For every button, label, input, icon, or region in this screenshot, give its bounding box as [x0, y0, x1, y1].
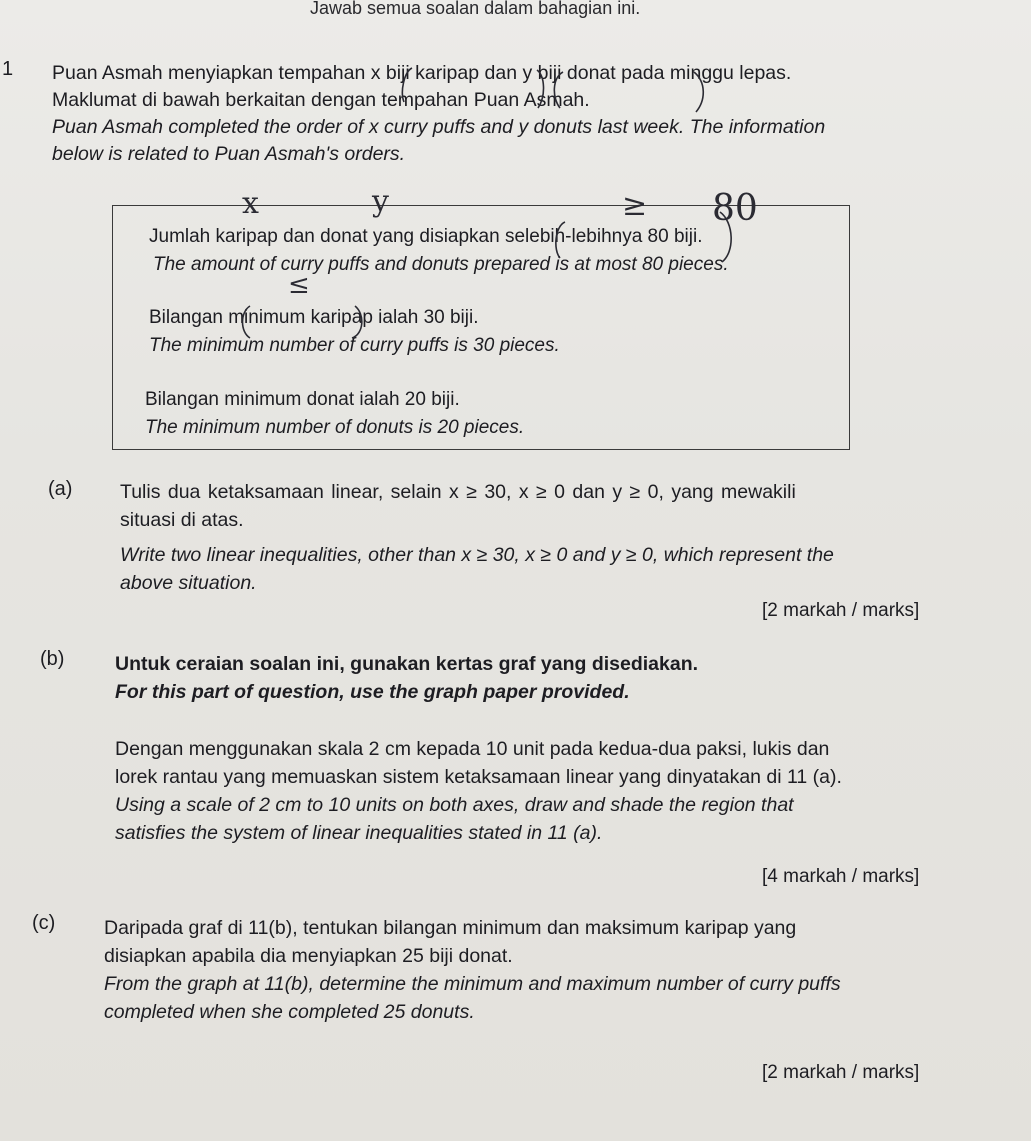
part-b-label: (b)	[40, 648, 65, 670]
part-b-instruction	[115, 650, 955, 706]
part-a-text	[120, 478, 960, 597]
circle-y	[554, 72, 703, 112]
part-a-label: (a)	[48, 478, 73, 500]
part-b-english-line-1: Using a scale of 2 cm to 10 units on both axes, draw and shade the region that	[115, 794, 794, 816]
part-b-english-line-2: satisfies the system of linear inequalities stated in 11 (a).	[115, 822, 603, 844]
info-line-1-english: The amount of curry puffs and donuts prepared is at most 80 pieces.	[153, 254, 729, 275]
intro-malay-line-2: Maklumat di bawah berkaitan dengan tempahan Puan Asmah.	[52, 89, 590, 111]
part-c-marks: [2 markah / marks]	[762, 1062, 920, 1083]
part-b-malay-line-1: Dengan menggunakan skala 2 cm kepada 10 unit pada kedua-dua paksi, lukis dan	[115, 738, 830, 760]
part-b-text	[115, 735, 965, 847]
info-line-2-english: The minimum number of curry puffs is 30 pieces.	[149, 335, 560, 356]
part-b-instruction-english: For this part of question, use the graph paper provided.	[115, 681, 630, 703]
part-c-label: (c)	[32, 912, 56, 934]
intro-english-line-1: Puan Asmah completed the order of x curry puffs and y donuts last week. The information	[52, 116, 826, 138]
handwritten-leq: ≤	[288, 270, 310, 300]
handwritten-80: 80	[712, 188, 758, 229]
intro-english-line-2: below is related to Puan Asmah's orders.	[52, 143, 406, 165]
part-a-malay-line-2: situasi di atas.	[120, 509, 244, 531]
info-line-2-malay: Bilangan minimum karipap ialah 30 biji.	[149, 307, 479, 328]
part-b-instruction-malay: Untuk ceraian soalan ini, gunakan kertas graf yang disediakan.	[115, 653, 699, 675]
part-c-english-line-2: completed when she completed 25 donuts.	[104, 1001, 475, 1023]
part-a-english-line-1: Write two linear inequalities, other than x ≥ 30, x ≥ 0 and y ≥ 0, which represent the	[120, 544, 834, 566]
info-line-1-malay: Jumlah karipap dan donat yang disiapkan selebih-lebihnya 80 biji.	[149, 226, 703, 247]
handwritten-x: x	[242, 186, 259, 221]
part-b-malay-line-2: lorek rantau yang memuaskan sistem ketaksamaan linear yang dinyatakan di 11 (a).	[115, 766, 842, 788]
info-line-3-english: The minimum number of donuts is 20 pieces.	[145, 417, 525, 438]
info-line-3-malay: Bilangan minimum donat ialah 20 biji.	[145, 389, 460, 410]
handwritten-geq: ≥	[622, 188, 648, 223]
question-number: 1	[2, 58, 14, 80]
part-a-english-line-2: above situation.	[120, 572, 257, 594]
part-c-english-line-1: From the graph at 11(b), determine the minimum and maximum number of curry puffs	[104, 973, 841, 995]
handwritten-y: y	[372, 184, 389, 219]
part-a-marks: [2 markah / marks]	[762, 600, 920, 621]
circle-minimum	[243, 306, 362, 338]
part-b-marks: [4 markah / marks]	[762, 866, 920, 887]
part-c-text	[104, 914, 974, 1026]
part-a-malay-line-1: Tulis dua ketaksamaan linear, selain x ≥ 30, x ≥ 0 dan y ≥ 0, yang mewakili	[120, 481, 796, 503]
section-header: Jawab semua soalan dalam bahagian ini.	[310, 0, 641, 18]
part-c-malay-line-1: Daripada graf di 11(b), tentukan bilangan minimum dan maksimum karipap yang	[104, 917, 797, 939]
part-c-malay-line-2: disiapkan apabila dia menyiapkan 25 biji donat.	[104, 945, 513, 967]
intro-malay-line-1: Puan Asmah menyiapkan tempahan x biji karipap dan y biji donat pada minggu lepas.	[52, 62, 792, 84]
circle-x-karipap	[402, 68, 543, 108]
